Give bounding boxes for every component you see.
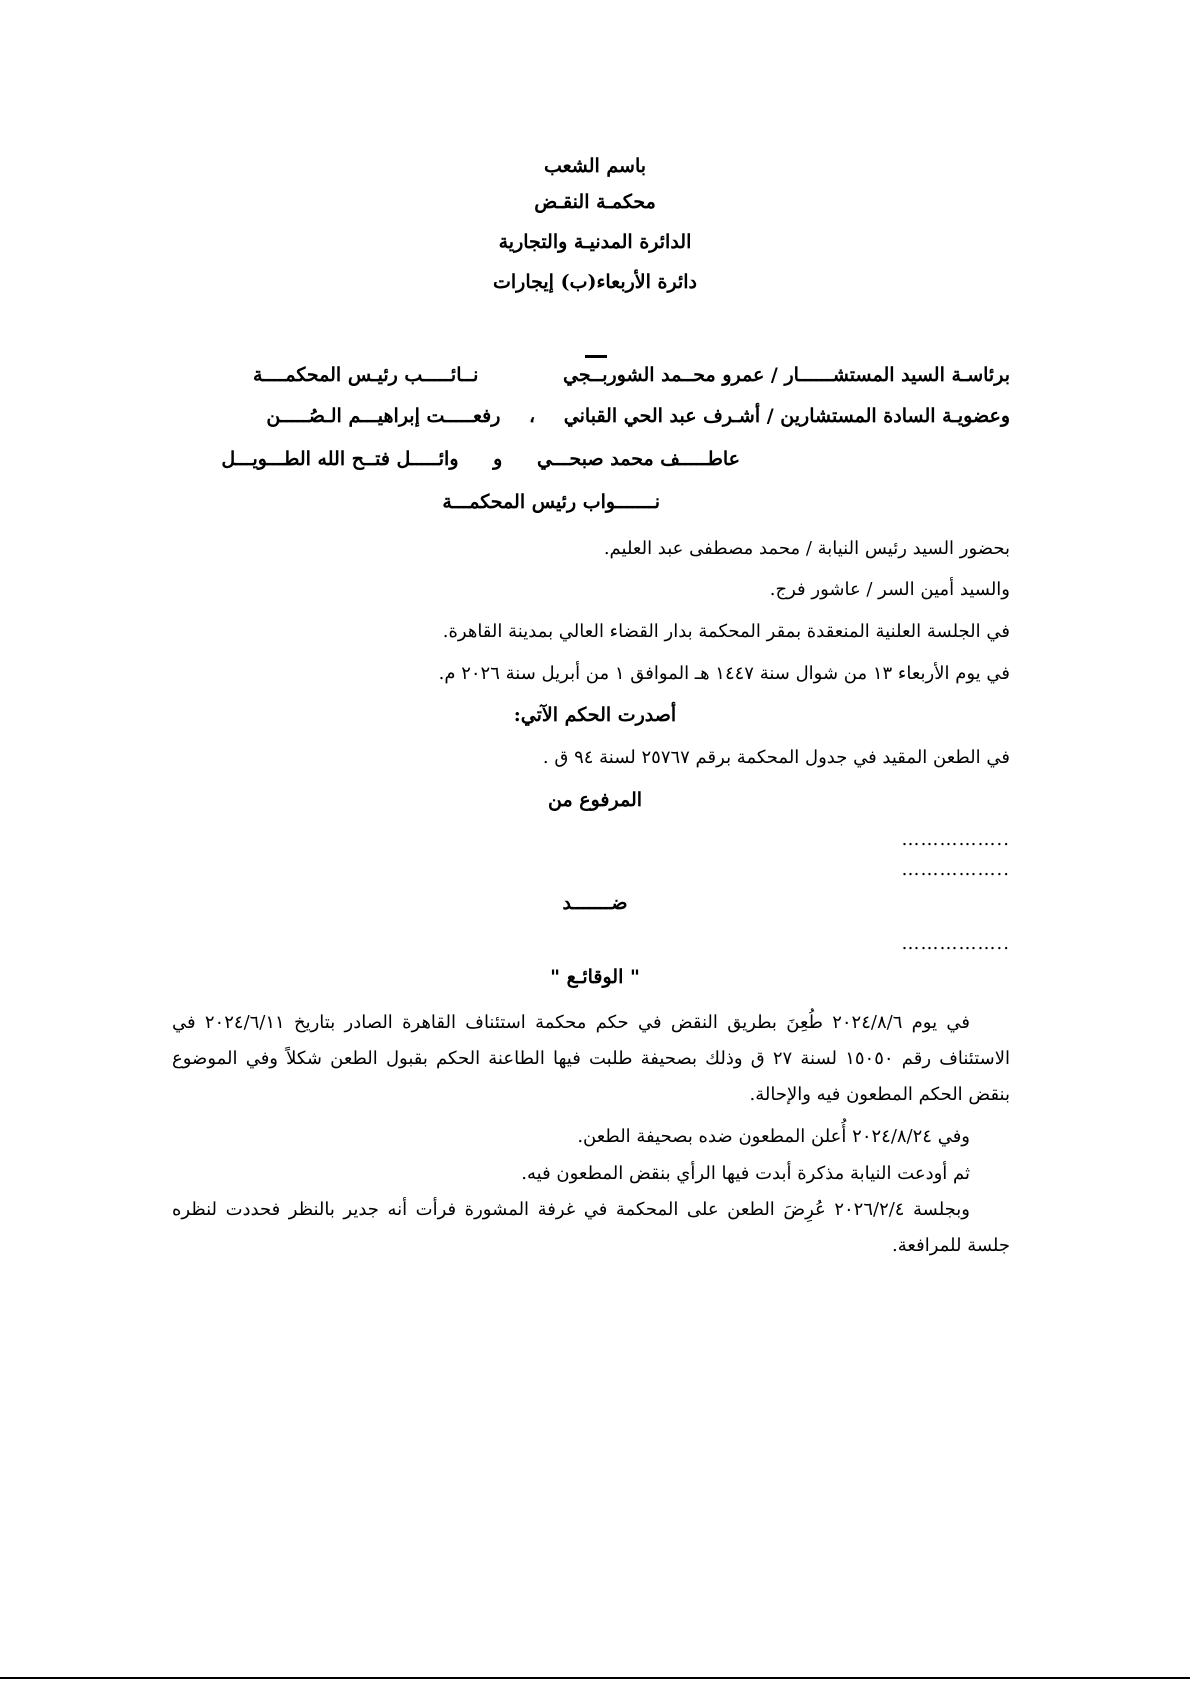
header-circuit: الدائرة المدنيـة والتجارية: [498, 231, 692, 253]
bench-president-line: [170, 360, 1010, 390]
session-date: في يوم الأربعاء ١٣ من شوال سنة ١٤٤٧ هـ الموافق ١ من أبريل سنة ٢٠٢٦ م.: [438, 663, 1010, 684]
header-division: دائرة الأربعاء(ب) إيجارات: [493, 271, 697, 293]
verdict-heading: أصدرت الحكم الآتي:: [513, 704, 677, 726]
bench-president-title: نــائـــــب رئيـس المحكمــــة: [252, 364, 479, 386]
session-clerk: والسيد أمين السر / عاشور فرج.: [769, 579, 1010, 600]
bench-deputies: نـــــــواب رئيس المحكمـــة: [442, 491, 660, 513]
session-venue: في الجلسة العلنية المنعقدة بمقر المحكمة بدار القضاء العالي بمدينة القاهرة.: [442, 621, 1010, 642]
header-court-name: محكمـة النقـض: [534, 191, 656, 213]
facts-paragraph-3: ثم أودعت النيابة مذكرة أبدت فيها الرأي بنقض المطعون فيه.: [521, 1163, 970, 1184]
bench-and: و: [493, 448, 503, 470]
facts-paragraph-2: وفي ٢٠٢٤/٨/٢٤ أُعلن المطعون ضده بصحيفة الطعن.: [577, 1126, 970, 1147]
footer-rule: [0, 1677, 1190, 1679]
header-separator: [585, 355, 607, 358]
appellant-heading: المرفوع من: [547, 789, 643, 811]
appellant-placeholder-2: ……………..: [901, 859, 1010, 880]
bench-member-1: وعضويـة السادة المستشارين / أشـرف عبد الحي القباني: [563, 405, 1010, 427]
header-in-name-of-people: باسم الشعب: [543, 155, 647, 177]
against-heading: ضـــــــد: [562, 892, 628, 914]
bench-deputies-line: [170, 487, 1010, 517]
session-prosecution: بحضور السيد رئيس النيابة / محمد مصطفى عبد العليم.: [603, 538, 1010, 559]
bench-members-line: [170, 401, 1010, 431]
facts-paragraph-1: في يوم ٢٠٢٤/٨/٦ طُعِنَ بطريق النقض في حكم محكمة استئناف القاهرة الصادر بتاريخ ٢٠٢٤/٦/١١ في الاستئناف رقم ١٥٠٥٠ لسنة ٢٧ ق وذلك بصحيفة طلبت فيها الطاعنة الحكم بقبول الطعن شكلاً وفي الموضوع بنقض الحكم المطعون فيه والإحالة.: [172, 1012, 1010, 1105]
bench-member-4: وائـــــل فتــح الله الطـــويـــل: [221, 448, 459, 470]
appellant-placeholder-1: ……………..: [901, 829, 1010, 850]
bench-president: برئاسـة السيد المستشــــــار / عمرو محــمد الشوربــجي: [563, 364, 1010, 386]
facts-paragraph-4: وبجلسة ٢٠٢٦/٢/٤ عُرِضَ الطعن على المحكمة في غرفة المشورة فرأت أنه جدير بالنظر فحددت لنظره جلسة للمرافعة.: [172, 1199, 1010, 1256]
facts-heading: " الوقائـع ": [550, 966, 640, 988]
bench-member-3: عاطـــــف محمد صبحـــي: [536, 448, 740, 470]
respondent-placeholder: ……………..: [901, 933, 1010, 954]
bench-separator: ،: [529, 405, 536, 427]
bench-members-line-2: [170, 444, 1010, 474]
bench-member-2: رفعـــــت إبراهيـــم الـصُـــــن: [266, 405, 501, 427]
case-number: في الطعن المقيد في جدول المحكمة برقم ٢٥٧٦٧ لسنة ٩٤ ق .: [542, 747, 1010, 768]
